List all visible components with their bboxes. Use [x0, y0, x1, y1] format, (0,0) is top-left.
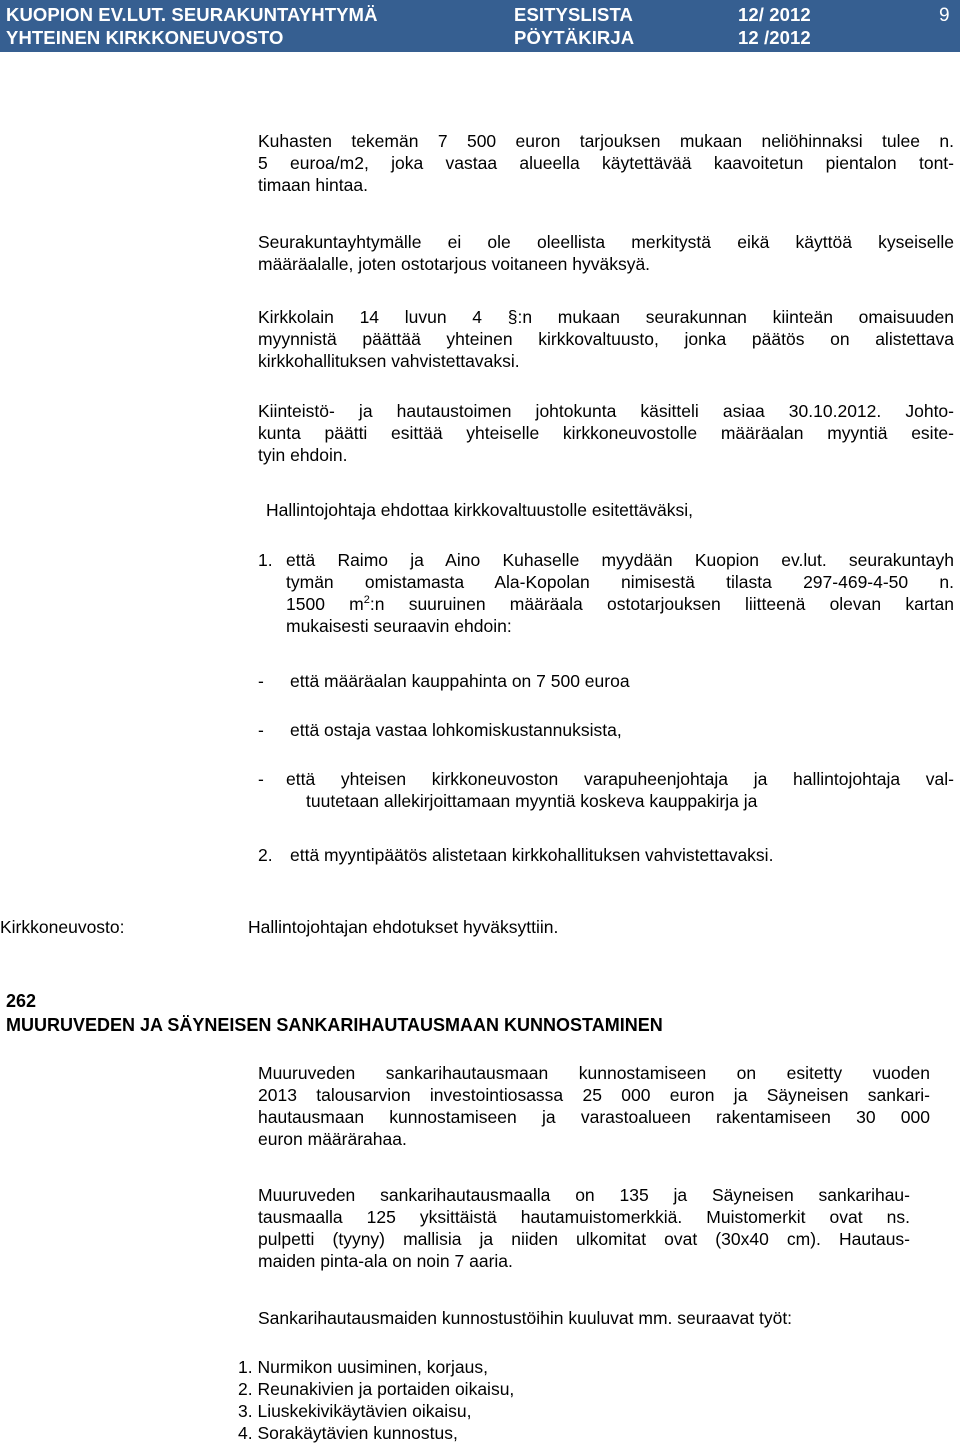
- condition-1-dash: -: [258, 671, 264, 691]
- paragraph-acceptance: Seurakuntayhtymälle ei ole oleellista merkitystä eikä käyttöä kyseiselle määräalalle, joten ostotarjous voitaneen hyväksyä.: [258, 232, 954, 274]
- list-item: 2. Reunakivien ja portaiden oikaisu,: [238, 1379, 515, 1399]
- item-1-number: 1.: [258, 550, 273, 570]
- condition-3-dash: -: [258, 769, 264, 789]
- condition-2-dash: -: [258, 720, 264, 740]
- condition-3-signing: että yhteisen kirkkoneuvoston varapuheenjohtaja ja hallintojohtaja val- tuutetaan allekirjoittamaan myyntiä koskeva kauppakirja ja: [286, 769, 954, 811]
- list-item: 3. Liuskekivikäytävien oikaisu,: [238, 1401, 472, 1421]
- section-title: MUURUVEDEN JA SÄYNEISEN SANKARIHAUTAUSMAAN KUNNOSTAMINEN: [6, 1015, 663, 1035]
- document-header: [0, 0, 960, 52]
- list-item: 1. Nurmikon uusiminen, korjaus,: [238, 1357, 488, 1377]
- paragraph-offer-price: Kuhasten tekemän 7 500 euron tarjouksen mukaan neliöhinnaksi tulee n. 5 euroa/m2, joka vastaa alueella käytettävää kaavoitetun pientalon tont- timaan hintaa.: [258, 131, 954, 195]
- item-1-text: että Raimo ja Aino Kuhaselle myydään Kuopion ev.lut. seurakuntayh tymän omistamasta Ala-Kopolan nimisestä tilasta 297-469-4-50 n. 1500 $m^2:n$ suuruinen määräala ostotarjouksen liitteenä olevan kartan mukaisesti seuraavin ehdoin:: [286, 550, 954, 636]
- list-item: 4. Sorakäytävien kunnostus,: [238, 1423, 458, 1443]
- doc-type-agenda: ESITYSLISTA: [514, 4, 633, 25]
- paragraph-church-law: Kirkkolain 14 luvun 4 §:n mukaan seurakunnan kiinteän omaisuuden myynnistä päättää yhteinen kirkkovaltuusto, jonka päätös on alistettava kirkkohallituksen vahvistettavaksi.: [258, 307, 954, 371]
- paragraph-board-decision: Kiinteistö- ja hautaustoimen johtokunta käsitteli asiaa 30.10.2012. Johto- kunta päätti esittää yhteiselle kirkkoneuvostolle määräalan myyntiä esite- tyin ehdoin.: [258, 401, 954, 465]
- proposal-intro: Hallintojohtaja ehdottaa kirkkovaltuustolle esitettäväksi,: [266, 500, 694, 520]
- section-number: 262: [6, 991, 37, 1011]
- condition-2-parcelling: että ostaja vastaa lohkomiskustannuksista,: [290, 720, 622, 740]
- section-paragraph-memorials: Muuruveden sankarihautausmaalla on 135 ja Säyneisen sankarihau- tausmaalla 125 yksittäistä hautamuistomerkkiä. Muistomerkit ovat ns. pulpetti (tyyny) mallisia ja niiden ulkomitat ovat (30x40 cm). Hautaus- maiden pinta-ala on noin 7 aaria.: [258, 1185, 910, 1271]
- doc-type-minutes: PÖYTÄKIRJA: [514, 27, 635, 48]
- body-name: YHTEINEN KIRKKONEUVOSTO: [6, 27, 284, 48]
- session-number-agenda: 12/ 2012: [738, 4, 811, 25]
- item-2-number: 2.: [258, 845, 273, 865]
- item-1-area-line: 1500 $m^2:n$ suuruinen määräala ostotarjouksen liitteenä olevan kartan: [286, 594, 954, 614]
- decision-text: Hallintojohtajan ehdotukset hyväksyttiin.: [248, 917, 559, 937]
- works-list: [238, 1356, 514, 1444]
- session-number-minutes: 12 /2012: [738, 27, 811, 48]
- condition-1-price: että määräalan kauppahinta on 7 500 euroa: [290, 671, 630, 691]
- section-paragraph-works-intro: Sankarihautausmaiden kunnostustöihin kuuluvat mm. seuraavat työt:: [258, 1308, 793, 1328]
- section-paragraph-budget: Muuruveden sankarihautausmaan kunnostamiseen on esitetty vuoden 2013 talousarvion investointiosassa 25 000 euron ja Säyneisen sankari- hautausmaan kunnostamiseen ja varastoalueen rakentamiseen 30 000 euron määrärahaa.: [258, 1063, 930, 1149]
- organization-name: KUOPION EV.LUT. SEURAKUNTAYHTYMÄ: [6, 4, 378, 25]
- page-number: 9: [939, 5, 950, 26]
- decision-label: Kirkkoneuvosto:: [0, 917, 125, 937]
- item-2-text: että myyntipäätös alistetaan kirkkohallituksen vahvistettavaksi.: [290, 845, 774, 865]
